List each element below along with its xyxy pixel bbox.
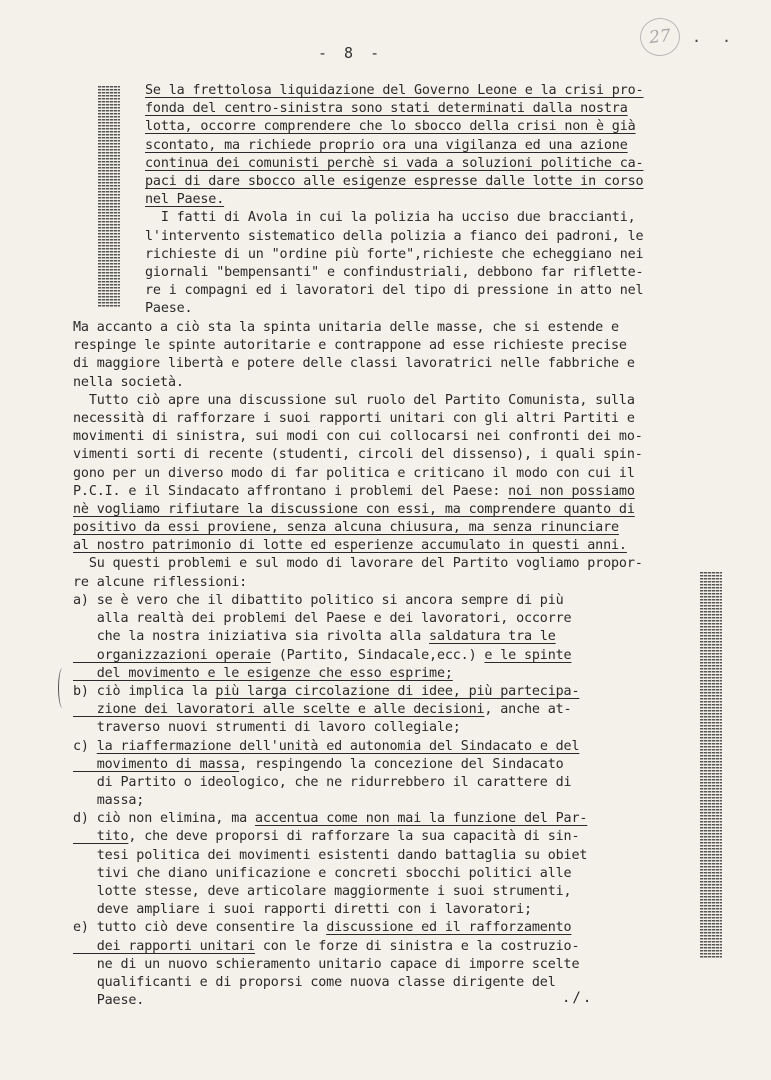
text-line [73, 483, 643, 501]
left-margin-mark [98, 86, 120, 308]
underlined-segment: più larga circolazione di idee, più partecipa- [215, 683, 580, 699]
text-line: nella società. [73, 374, 184, 390]
underlined-segment: noi non possiamo [508, 483, 635, 499]
underlined-segment: discussione ed il rafforzamento [326, 920, 572, 936]
text-segment: P.C.I. e il Sindacato affrontano i problemi del Paese: [73, 483, 509, 499]
text-line: tivi che diano unificazione e concreti sbocchi politici alle [73, 865, 572, 881]
continuation-mark: ./. [562, 990, 594, 1006]
text-line: traverso nuovi strumenti di lavoro collegiale; [73, 720, 461, 736]
text-line: fonda del centro-sinistra sono stati determinati dalla nostra [145, 101, 628, 117]
text-line: nel Paese. [145, 192, 225, 208]
text-line: continua dei comunisti perchè si vada a soluzioni politiche ca- [145, 155, 644, 171]
text-line: giornali "bempensanti" e confindustriali, debbono far riflette- [145, 264, 644, 280]
text-line [73, 938, 587, 956]
text-line: Paese. [145, 301, 193, 317]
text-segment: con le forze di sinistra e la costruzio- [254, 938, 580, 954]
underlined-segment: e le spinte [484, 647, 572, 663]
text-line: ne di un nuovo schieramento unitario capace di imporre scelte [73, 956, 580, 972]
underlined-segment: movimento di massa [73, 756, 240, 772]
text-line: paci di dare sbocco alle esigenze espresse dalle lotte in corso [145, 173, 644, 189]
text-line: gono per un diverso modo di far politica e criticano il modo con cui il [73, 465, 635, 481]
text-line [73, 738, 587, 756]
text-line [73, 828, 587, 846]
text-line: del movimento e le esigenze che esso esprime; [73, 665, 453, 681]
paragraph-block-2 [73, 319, 643, 592]
text-line: Se la frettolosa liquidazione del Governo Leone e la crisi pro- [145, 83, 644, 98]
text-line: a) se è vero che il dibattito politico si ancora sempre di più [73, 593, 564, 608]
corner-dots: . . [692, 28, 738, 46]
underlined-segment: tito [73, 829, 129, 845]
text-line: Tutto ciò apre una discussione sul ruolo del Partito Comunista, sulla [73, 392, 635, 408]
text-segment: (Partito, Sindacale,ecc.) [270, 647, 485, 663]
underlined-segment: saldatura tra le [429, 629, 556, 645]
text-segment: , anche at- [484, 702, 572, 718]
text-line: re alcune riflessioni: [73, 574, 248, 590]
text-segment: , respingendo la concezione del Sindacato [239, 756, 564, 772]
underlined-segment: la riaffermazione dell'unità ed autonomia del Sindacato e del [96, 738, 580, 754]
underlined-segment: zione dei lavoratori alle scelte e alle decisioni [73, 702, 485, 718]
paragraph-block-1 [145, 82, 643, 318]
underlined-segment: accentua come non mai la funzione del Par- [254, 811, 588, 827]
text-line [73, 647, 587, 665]
text-line: alla realtà dei problemi del Paese e dei lavoratori, occorre [73, 611, 572, 627]
text-line: vimenti sorti di recente (studenti, circoli del dissenso), i quali spin- [73, 447, 643, 463]
text-segment: c) [73, 738, 97, 754]
text-line: lotte stesse, deve articolare maggiormente i suoi strumenti, [73, 884, 572, 899]
text-line [73, 810, 587, 828]
text-line: di Partito o ideologico, che ne ridurrebbero il carattere di [73, 774, 572, 790]
page-number: - 8 - [318, 44, 384, 62]
text-line: richieste di un "ordine più forte",richieste che echeggiano nei [145, 246, 644, 262]
underlined-segment: organizzazioni operaie [73, 647, 271, 663]
text-line: qualificanti e di proporsi come nuova classe dirigente del [73, 974, 556, 990]
text-line: deve ampliare i suoi rapporti diretti con i lavoratori; [73, 902, 532, 918]
right-margin-mark [700, 572, 722, 958]
underlined-segment: dei rapporti unitari [73, 938, 255, 954]
text-line [73, 701, 587, 719]
text-line [73, 919, 587, 937]
text-line: I fatti di Avola in cui la polizia ha ucciso due braccianti, [145, 210, 636, 226]
text-line: lotta, occorre comprendere che lo sbocco della crisi non è già [145, 119, 636, 135]
text-line: Su questi problemi e sul modo di lavorare del Partito vogliamo propor- [73, 556, 643, 572]
text-segment: e) tutto ciò deve consentire la [73, 920, 327, 936]
text-segment: , che deve proporsi di rafforzare la sua capacità di sin- [128, 829, 580, 845]
text-segment: d) ciò non elimina, ma [73, 811, 255, 827]
text-line: positivo da essi proviene, senza alcuna chiusura, ma senza rinunciare [73, 520, 619, 536]
margin-bracket-mark [58, 668, 67, 708]
text-line: necessità di rafforzare i suoi rapporti unitari con gli altri Partiti e [73, 410, 635, 426]
text-line: Ma accanto a ciò sta la spinta unitaria delle masse, che si estende e [73, 320, 619, 335]
archive-number-stamp: 27 [638, 16, 682, 58]
text-segment: che la nostra iniziativa sia rivolta alla [73, 629, 430, 645]
text-line: nè vogliamo rifiutare la discussione con essi, ma comprendere quanto di [73, 501, 635, 517]
text-line: respinge le spinte autoritarie e contrappone ad esse richieste precise [73, 338, 627, 354]
text-line: movimenti di sinistra, sui modi con cui collocarsi nei confronti dei mo- [73, 429, 643, 445]
text-line: scontato, ma richiede proprio ora una vigilanza ed una azione [145, 137, 628, 153]
text-line: re i compagni ed i lavoratori del tipo di pressione in atto nel [145, 283, 644, 299]
points-list [73, 592, 587, 1010]
text-line [73, 756, 587, 774]
text-line: al nostro patrimonio di lotte ed esperienze accumulato in questi anni. [73, 538, 627, 554]
text-segment: b) ciò implica la [73, 683, 216, 699]
text-line: di maggiore libertà e potere delle classi lavoratrici nelle fabbriche e [73, 356, 635, 372]
text-line: tesi politica dei movimenti esistenti dando battaglia su obiet [73, 847, 588, 863]
text-line: l'intervento sistematico della polizia a fianco dei padroni, le [145, 228, 644, 244]
text-line: massa; [73, 793, 145, 809]
text-line [73, 683, 587, 701]
text-line [73, 628, 587, 646]
text-line: Paese. [73, 993, 145, 1009]
